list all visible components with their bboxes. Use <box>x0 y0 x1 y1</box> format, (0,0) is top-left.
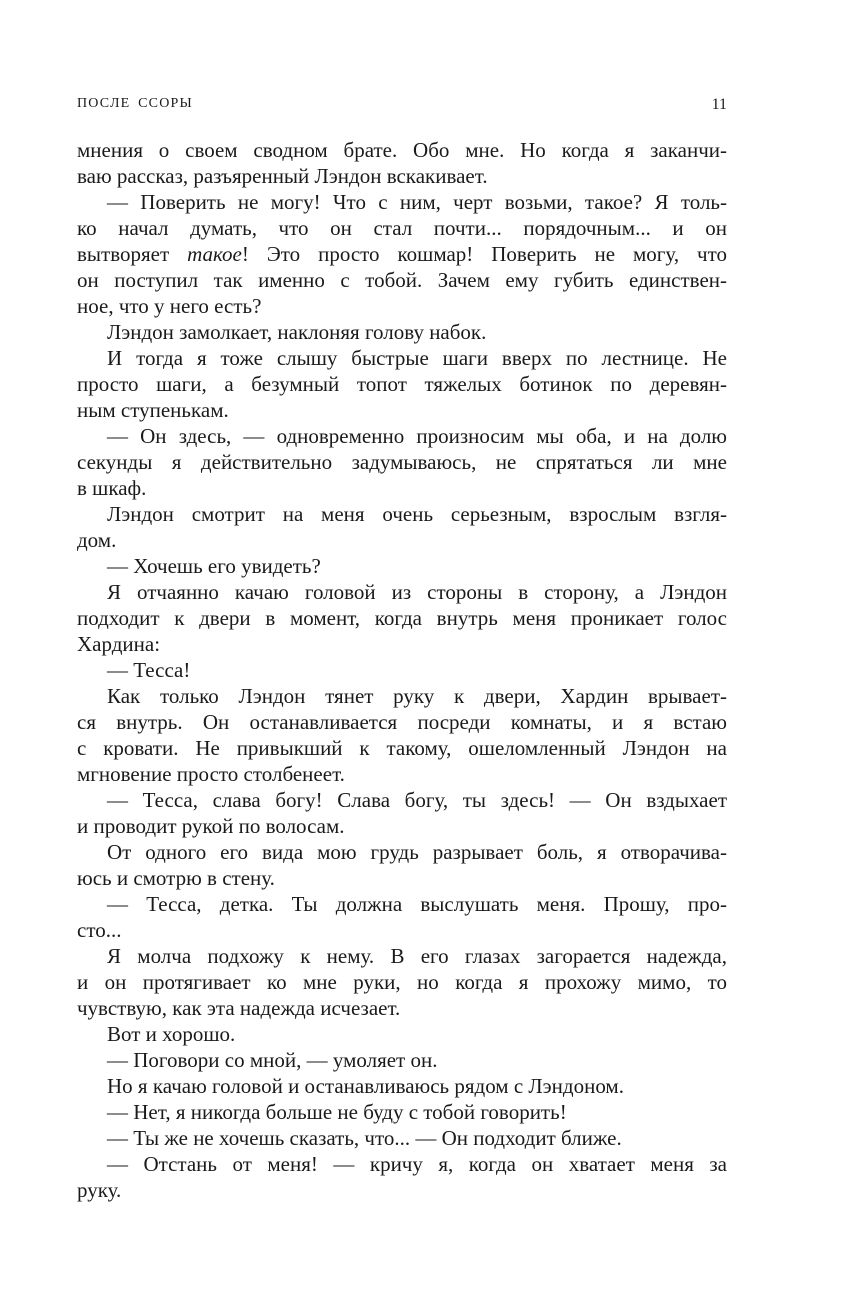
text-line: Я молча подхожу к нему. В его глазах загорается надежда, <box>107 944 727 968</box>
text-line: он поступил так именно с тобой. Зачем ему губить единствен- <box>77 268 727 292</box>
text-line: И тогда я тоже слышу быстрые шаги вверх по лестнице. Не <box>107 346 727 370</box>
page-number: 11 <box>711 96 727 113</box>
text-line: ное, что у него есть? <box>77 294 262 318</box>
text-line: руку. <box>77 1178 122 1202</box>
text-line: ваю рассказ, разъяренный Лэндон вскакивает. <box>77 164 488 188</box>
text-line: юсь и смотрю в стену. <box>77 866 275 890</box>
text-line: Хардина: <box>77 632 161 656</box>
text-line: — Ты же не хочешь сказать, что... — Он подходит ближе. <box>107 1126 622 1150</box>
text-line: От одного его вида мою грудь разрывает боль, я отворачива- <box>107 840 727 864</box>
text-line: ным ступенькам. <box>77 398 229 422</box>
text-line: секунды я действительно задумываюсь, не спрятаться ли мне <box>77 450 727 474</box>
text-line: Но я качаю головой и останавливаюсь рядом с Лэндоном. <box>107 1074 624 1098</box>
text-line: Вот и хорошо. <box>107 1022 236 1046</box>
text-line <box>77 241 727 267</box>
running-head <box>77 96 727 116</box>
text-line: ся внутрь. Он останавливается посреди комнаты, и я встаю <box>77 710 727 734</box>
text-line: Лэндон смотрит на меня очень серьезным, взрослым взгля- <box>107 502 727 526</box>
text-line: чувствую, как эта надежда исчезает. <box>77 996 401 1020</box>
text-line: — Тесса! <box>107 658 191 682</box>
running-title: ПОСЛЕ ССОРЫ <box>77 96 193 111</box>
text-line: Я отчаянно качаю головой из стороны в сторону, а Лэндон <box>107 580 727 604</box>
text-line: в шкаф. <box>77 476 147 500</box>
text-fragment: ! Это просто кошмар! Поверить не могу, что <box>241 242 727 266</box>
text-line: мгновение просто столбенеет. <box>77 762 345 786</box>
text-line: — Поговори со мной, — умоляет он. <box>107 1048 438 1072</box>
text-fragment: вытворяет <box>77 242 188 266</box>
text-line: Лэндон замолкает, наклоняя голову набок. <box>107 320 487 344</box>
text-line: ко начал думать, что он стал почти... порядочным... и он <box>77 216 727 240</box>
text-line: Как только Лэндон тянет руку к двери, Хардин врывает- <box>107 684 727 708</box>
text-line: и проводит рукой по волосам. <box>77 814 345 838</box>
text-line: — Отстань от меня! — кричу я, когда он хватает меня за <box>107 1152 727 1176</box>
text-line: — Тесса, слава богу! Слава богу, ты здесь! — Он вздыхает <box>107 788 727 812</box>
text-line: — Нет, я никогда больше не буду с тобой говорить! <box>107 1100 567 1124</box>
text-line: сто... <box>77 918 122 942</box>
text-line: и он протягивает ко мне руки, но когда я прохожу мимо, то <box>77 970 727 994</box>
text-line: — Поверить не могу! Что с ним, черт возьми, такое? Я толь- <box>107 190 727 214</box>
text-line: — Тесса, детка. Ты должна выслушать меня. Прошу, про- <box>107 892 727 916</box>
text-line: подходит к двери в момент, когда внутрь меня проникает голос <box>77 606 727 630</box>
emphasized-word: такое <box>187 242 242 266</box>
text-line: — Хочешь его увидеть? <box>107 554 321 578</box>
text-line: просто шаги, а безумный топот тяжелых ботинок по деревян- <box>77 372 727 396</box>
text-line: дом. <box>77 528 117 552</box>
body-text <box>77 137 727 1203</box>
text-line: с кровати. Не привыкший к такому, ошеломленный Лэндон на <box>77 736 727 760</box>
text-line: — Он здесь, — одновременно произносим мы оба, и на долю <box>107 424 727 448</box>
text-line: мнения о своем сводном брате. Обо мне. Но когда я заканчи- <box>77 138 727 162</box>
